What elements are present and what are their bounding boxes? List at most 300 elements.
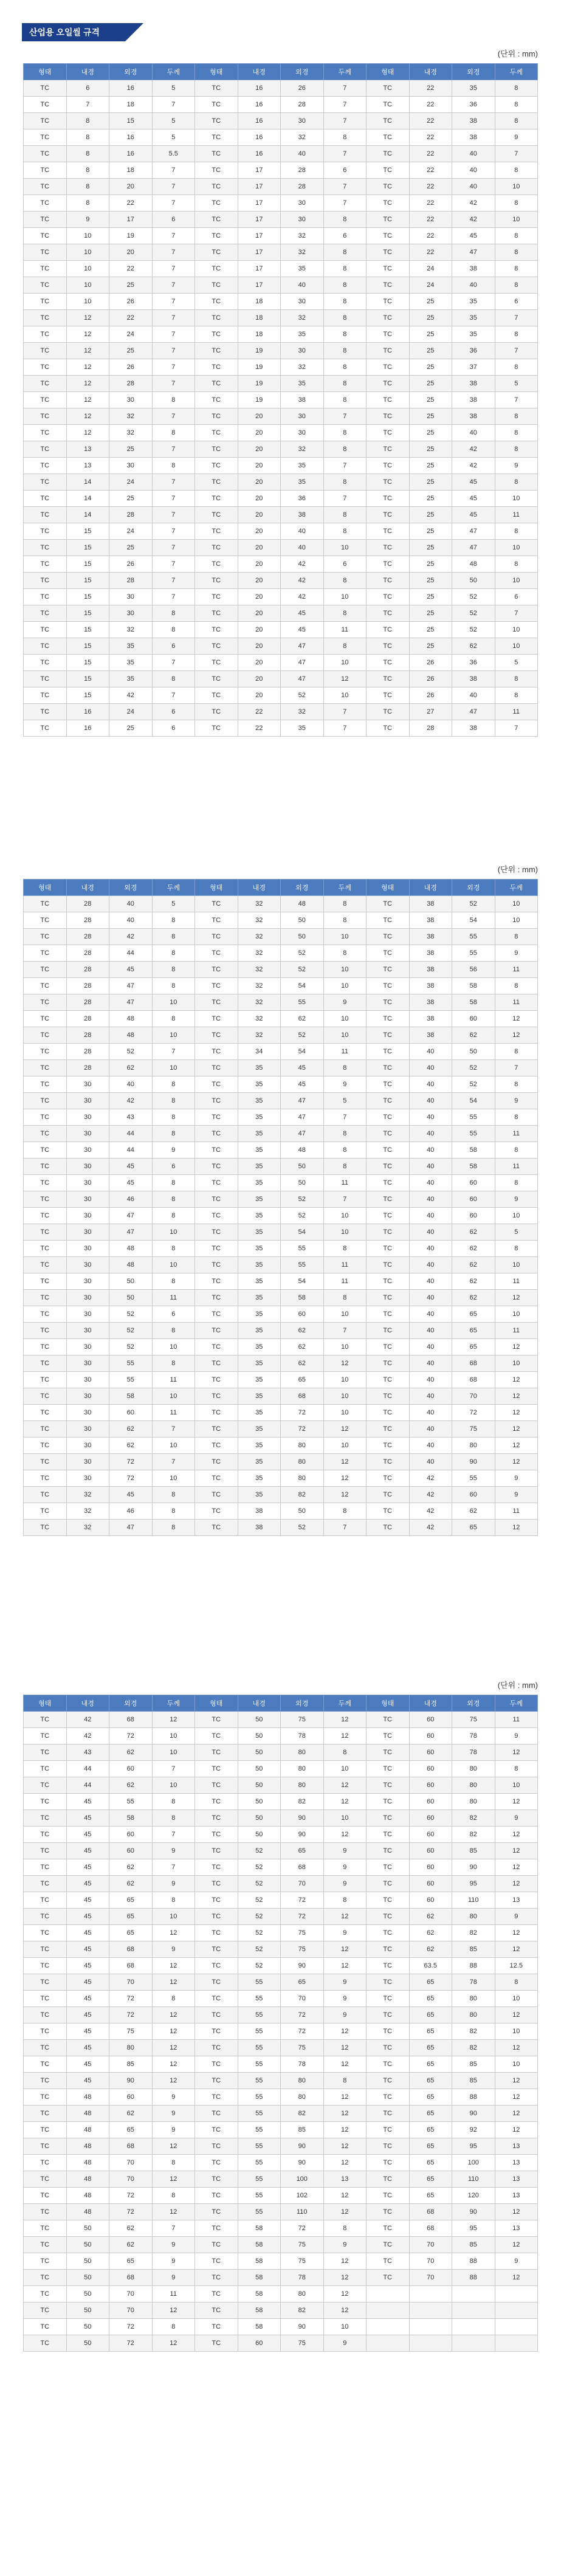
table-cell: 8 [152,2188,195,2204]
table-cell: 13 [495,2155,538,2171]
table-cell: TC [195,912,238,929]
table-row [24,1794,538,1810]
table-cell: 54 [281,978,324,994]
table-cell: TC [195,1712,238,1728]
table-cell: TC [367,1843,410,1859]
table-cell: 7 [152,261,195,277]
table-cell: 32 [109,622,153,638]
table-cell: 10 [495,573,538,589]
table-cell: 30 [66,1208,109,1224]
table-cell: 45 [109,1175,153,1191]
table-row [24,1941,538,1958]
table-cell: 16 [238,129,281,146]
table-cell: 12 [323,1777,367,1794]
table-cell: 48 [66,2122,109,2138]
table-cell: 55 [452,929,495,945]
table-cell: 7 [495,343,538,359]
table-cell: TC [195,1909,238,1925]
table-cell: 72 [109,1454,153,1470]
table-cell: TC [367,1388,410,1405]
page-title-banner [22,23,143,41]
column-header: 외경 [452,64,495,80]
table-cell: 95 [452,2138,495,2155]
table-cell: 10 [323,655,367,671]
table-cell: TC [24,1273,67,1290]
column-header: 두께 [152,64,195,80]
table-cell: TC [24,2204,67,2220]
table-cell: 11 [495,1323,538,1339]
table-cell: TC [367,962,410,978]
column-header: 형태 [24,1695,67,1712]
table-cell: 7 [323,408,367,425]
table-cell: 35 [238,1191,281,1208]
table-cell: 65 [109,2253,153,2270]
table-cell: 6 [495,589,538,605]
table-cell: TC [195,1958,238,1974]
table-cell: TC [367,195,410,212]
table-cell: 11 [152,1290,195,1306]
table-cell: 12 [495,1794,538,1810]
table-cell: 10 [323,1339,367,1355]
table-cell: 7 [152,97,195,113]
table-cell: 12 [495,1827,538,1843]
table-row [24,638,538,655]
table-row [24,392,538,408]
table-cell: 62 [409,1941,452,1958]
table-cell: TC [367,2122,410,2138]
table-cell: 12 [495,1421,538,1438]
table-cell: 52 [281,687,324,704]
table-cell: TC [24,945,67,962]
table-cell: TC [195,474,238,491]
table-cell: 16 [66,704,109,720]
table-cell: 7 [323,179,367,195]
table-cell: TC [195,1794,238,1810]
table-cell: 32 [66,1520,109,1536]
table-cell: 35 [238,1355,281,1372]
table-cell: TC [367,228,410,244]
table-cell: 45 [452,228,495,244]
table-cell: TC [195,945,238,962]
table-row [24,2073,538,2089]
table-cell: 6 [323,228,367,244]
table-cell: TC [195,228,238,244]
table-cell: TC [367,1777,410,1794]
table-cell: 10 [323,540,367,556]
table-cell: TC [367,212,410,228]
table-cell: TC [367,720,410,737]
table-cell: 9 [323,2237,367,2253]
table-cell: 30 [66,1388,109,1405]
table-cell: TC [24,655,67,671]
table-cell: TC [24,2302,67,2319]
table-cell: 68 [409,2220,452,2237]
table-cell: 52 [281,945,324,962]
table-cell: 35 [281,474,324,491]
table-cell: 60 [409,1827,452,1843]
table-cell: 32 [109,425,153,441]
table-row [24,1273,538,1290]
table-cell: 45 [66,2056,109,2073]
table-cell: 35 [238,1257,281,1273]
table-cell: TC [195,1241,238,1257]
table-row [24,425,538,441]
table-cell: 52 [238,1925,281,1941]
table-cell: 60 [409,1777,452,1794]
table-cell: TC [367,978,410,994]
table-cell: 5 [495,655,538,671]
table-cell: 42 [281,589,324,605]
table-cell: 52 [452,896,495,912]
table-cell: 12 [323,2106,367,2122]
table-cell: 72 [281,1892,324,1909]
table-row [24,474,538,491]
table-row [24,1076,538,1093]
table-cell: 47 [109,1224,153,1241]
column-header: 내경 [66,64,109,80]
table-cell: TC [24,1175,67,1191]
table-cell: 35 [238,1405,281,1421]
table-cell: 72 [109,2188,153,2204]
table-cell: TC [195,146,238,162]
table-cell: 100 [452,2155,495,2171]
table-cell: 9 [495,1909,538,1925]
table-cell: 20 [109,179,153,195]
table-cell: 52 [452,605,495,622]
table-cell: TC [24,392,67,408]
table-cell: TC [24,605,67,622]
table-cell: 7 [152,376,195,392]
table-cell: 8 [152,2319,195,2335]
table-cell: TC [367,1372,410,1388]
table-cell: TC [195,491,238,507]
table-cell: 52 [452,1060,495,1076]
table-cell: 35 [109,655,153,671]
table-cell: 30 [281,408,324,425]
table-row [24,80,538,97]
column-header: 외경 [109,64,153,80]
table-cell: TC [195,97,238,113]
table-cell: 65 [409,2007,452,2023]
table-cell: 60 [409,1892,452,1909]
table-cell: 25 [409,556,452,573]
table-cell: 47 [281,655,324,671]
table-cell: TC [195,978,238,994]
table-cell: 7 [152,359,195,376]
table-cell: 8 [152,392,195,408]
column-header: 두께 [323,64,367,80]
table-cell: 80 [281,1744,324,1761]
table-cell: 12 [323,2089,367,2106]
column-header: 형태 [195,1695,238,1712]
table-cell: 65 [409,2023,452,2040]
table-cell: 8 [495,277,538,294]
table-cell: 12 [323,1421,367,1438]
table-cell: 40 [281,540,324,556]
table-cell: 43 [109,1109,153,1126]
table-cell: 9 [323,1925,367,1941]
table-cell: 6 [323,162,367,179]
table-cell: 50 [66,2286,109,2302]
table-cell: 35 [238,1339,281,1355]
table-row [24,687,538,704]
table-cell: 62 [109,1060,153,1076]
table-cell: 48 [66,2089,109,2106]
table-cell: 28 [281,162,324,179]
table-cell: 8 [152,1076,195,1093]
table-cell: 55 [238,2106,281,2122]
table-cell: TC [195,1438,238,1454]
table-cell: 58 [238,2302,281,2319]
table-cell: 55 [281,1241,324,1257]
table-cell: TC [195,638,238,655]
table-cell: TC [195,1355,238,1372]
table-cell: 42 [109,687,153,704]
table-cell: 40 [409,1372,452,1388]
table-cell: 10 [495,540,538,556]
table-cell: 16 [238,97,281,113]
table-row [24,2286,538,2302]
table-cell: 12 [495,2122,538,2138]
table-cell: TC [367,97,410,113]
table-row [24,1454,538,1470]
table-cell: 110 [281,2204,324,2220]
table-cell: 80 [109,2040,153,2056]
table-cell: 10 [323,2319,367,2335]
table-cell: 8 [323,638,367,655]
table-cell: TC [367,425,410,441]
table-cell: 25 [409,392,452,408]
column-header: 형태 [195,64,238,80]
table-cell: TC [367,2188,410,2204]
table-cell: 9 [495,1487,538,1503]
table-cell: TC [195,605,238,622]
table-cell: TC [24,1941,67,1958]
table-cell: TC [24,1777,67,1794]
table-cell: 72 [109,1991,153,2007]
table-cell: TC [367,1487,410,1503]
table-cell: 8 [323,1060,367,1076]
table-cell: 35 [281,261,324,277]
table-cell: 12 [495,2040,538,2056]
table-cell: TC [195,2171,238,2188]
table-cell: 40 [452,687,495,704]
table-cell: TC [367,704,410,720]
spec-table-1 [23,63,538,737]
table-cell: 26 [109,359,153,376]
table-cell: 50 [109,1290,153,1306]
table-cell: 80 [281,1777,324,1794]
table-cell: TC [24,622,67,638]
table-cell: 55 [238,2188,281,2204]
table-cell: 47 [281,671,324,687]
table-cell: 85 [452,1941,495,1958]
table-cell [495,2286,538,2302]
table-cell: 14 [66,507,109,523]
table-cell: 44 [66,1777,109,1794]
table-cell: TC [24,507,67,523]
table-cell: TC [367,671,410,687]
table-cell: 65 [109,1892,153,1909]
table-cell: 62 [281,1323,324,1339]
table-cell: TC [367,1159,410,1175]
table-cell: TC [195,1060,238,1076]
table-cell: 10 [323,1761,367,1777]
table-row [24,1520,538,1536]
table-cell: 38 [409,1027,452,1044]
table-cell: TC [195,1076,238,1093]
table-cell: 11 [495,1126,538,1142]
table-cell: 60 [109,2089,153,2106]
table-cell: 9 [323,1843,367,1859]
table-cell: 52 [109,1306,153,1323]
table-cell: 52 [109,1044,153,1060]
table-cell: 20 [238,556,281,573]
table-cell: 20 [238,425,281,441]
table-cell: 100 [281,2171,324,2188]
table-cell: 50 [281,1175,324,1191]
table-cell: 32 [66,1487,109,1503]
table-cell: 35 [452,80,495,97]
table-cell: 65 [409,2171,452,2188]
table-cell: 25 [409,359,452,376]
table-cell: TC [24,129,67,146]
table-cell: 35 [238,1454,281,1470]
table-cell: TC [367,408,410,425]
table-cell: 80 [281,1470,324,1487]
table-cell: 10 [152,994,195,1011]
table-cell: 7 [323,195,367,212]
table-cell: 9 [323,2007,367,2023]
table-cell: TC [195,2286,238,2302]
table-cell: 88 [452,2253,495,2270]
table-cell: 70 [109,2155,153,2171]
table-cell: 58 [238,2237,281,2253]
table-cell: 11 [495,962,538,978]
table-cell: TC [367,113,410,129]
table-cell: 8 [152,1011,195,1027]
table-cell: 8 [323,1142,367,1159]
table-cell: TC [24,589,67,605]
table-cell: 9 [495,1191,538,1208]
table-cell: TC [195,1208,238,1224]
table-row [24,896,538,912]
table-cell: 12 [323,2155,367,2171]
table-cell: 45 [66,1974,109,1991]
table-cell: 75 [281,2040,324,2056]
table-cell: TC [24,1306,67,1323]
table-cell: TC [24,1208,67,1224]
table-cell: 32 [281,441,324,458]
table-cell: 12 [323,2040,367,2056]
table-cell: TC [24,1892,67,1909]
table-cell: 8 [152,945,195,962]
table-cell: TC [195,2089,238,2106]
table-cell: 11 [495,994,538,1011]
table-cell: 35 [238,1224,281,1241]
table-cell: 40 [452,146,495,162]
table-cell: 9 [323,1974,367,1991]
table-cell: 50 [66,2253,109,2270]
table-cell: 50 [281,1503,324,1520]
table-cell: 80 [452,2007,495,2023]
table-cell: 35 [109,638,153,655]
table-cell: TC [195,929,238,945]
table-cell: 7 [323,491,367,507]
table-cell: TC [367,294,410,310]
table-cell [409,2335,452,2352]
table-cell: 42 [409,1520,452,1536]
table-cell: 32 [281,359,324,376]
table-cell: 12 [323,2056,367,2073]
table-cell: 40 [409,1208,452,1224]
table-cell: 17 [238,244,281,261]
table-cell: TC [195,1388,238,1405]
table-cell: 45 [109,1487,153,1503]
table-cell: 55 [238,2073,281,2089]
table-cell: 62 [109,1876,153,1892]
table-cell: TC [24,1728,67,1744]
table-cell: 7 [152,589,195,605]
table-cell: TC [195,2253,238,2270]
table-cell: TC [24,195,67,212]
table-cell: 47 [281,1126,324,1142]
table-cell: 50 [66,2220,109,2237]
table-cell: 12 [323,1958,367,1974]
table-cell: 28 [281,179,324,195]
table-cell: TC [367,376,410,392]
table-cell: TC [24,1810,67,1827]
table-cell: TC [195,195,238,212]
table-cell: 7 [495,720,538,737]
table-cell: 22 [409,97,452,113]
table-cell: 28 [66,1027,109,1044]
table-cell: TC [195,1109,238,1126]
table-cell: 9 [323,2335,367,2352]
table-cell: 35 [238,1487,281,1503]
table-cell: 55 [238,2089,281,2106]
table-cell: 10 [323,1438,367,1454]
table-cell: TC [367,945,410,962]
table-cell: 30 [66,1470,109,1487]
table-cell: 40 [409,1159,452,1175]
table-cell: TC [195,1728,238,1744]
table-row [24,129,538,146]
table-row [24,655,538,671]
table-cell: TC [24,162,67,179]
table-row [24,2138,538,2155]
table-cell: 32 [238,994,281,1011]
table-cell: 40 [409,1339,452,1355]
table-cell: 42 [452,458,495,474]
table-cell: 50 [238,1777,281,1794]
table-cell: 90 [109,2073,153,2089]
table-row [24,2122,538,2138]
column-header: 내경 [238,880,281,896]
table-cell: 25 [109,277,153,294]
column-header: 두께 [495,1695,538,1712]
table-cell: 9 [495,1470,538,1487]
table-cell: TC [24,1093,67,1109]
table-row [24,2089,538,2106]
table-cell: 35 [238,1388,281,1405]
table-cell: 25 [409,605,452,622]
table-row [24,2253,538,2270]
table-cell: 10 [323,1224,367,1241]
table-cell: 18 [238,294,281,310]
table-cell: 6 [495,294,538,310]
table-cell: 12 [495,1405,538,1421]
